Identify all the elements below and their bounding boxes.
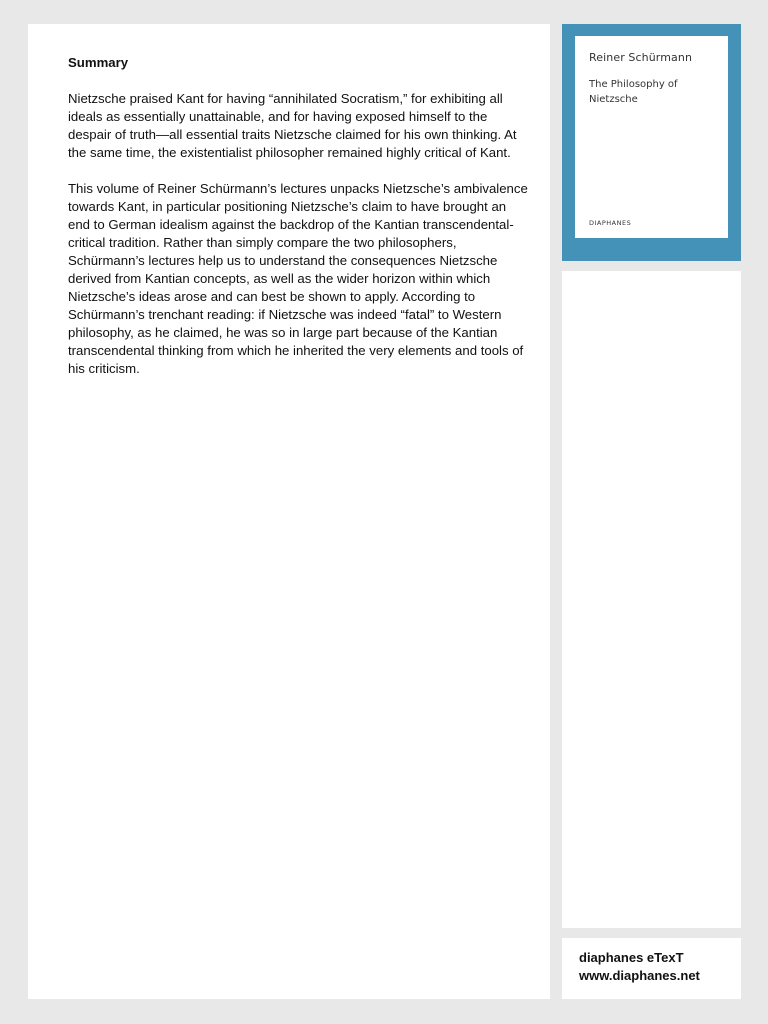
book-cover	[575, 36, 728, 238]
summary-section	[68, 54, 528, 378]
main-content-panel	[28, 24, 550, 999]
cover-title: The Philosophy of Nietzsche	[589, 79, 678, 105]
footer-panel	[562, 938, 741, 999]
book-cover-frame	[562, 24, 741, 261]
cover-author: Reiner Schürmann	[589, 51, 693, 64]
footer-text	[579, 949, 700, 985]
footer-website: www.diaphanes.net	[579, 968, 700, 983]
footer-brand: diaphanes eTexT	[579, 950, 684, 965]
summary-heading: Summary	[68, 55, 129, 70]
side-panel	[562, 271, 741, 928]
summary-paragraph-1: Nietzsche praised Kant for having “annihilated Socratism,” for exhibiting all ideals as essentially unattainable, and for having exposed himself to the despair of truth—all essential traits Nietzsche claimed for his own thinking. At the same time, the existentialist philosopher remained highly critical of Kant.	[68, 91, 517, 160]
cover-publisher: DIAPHANES	[589, 219, 632, 227]
summary-paragraph-2: This volume of Reiner Schürmann’s lectures unpacks Nietzsche’s ambivalence towards Kant, in particular positioning Nietzsche’s claim to have brought an end to German idealism against the backdrop of the Kantian transcendental-critical tradition. Rather than simply compare the two philosophers, Schürmann’s lectures help us to understand the consequences Nietzsche derived from Kantian concepts, as well as the wider horizon within which Nietzsche’s ideas arose and can best be shown to apply. According to Schürmann’s trenchant reading: if Nietzsche was indeed “fatal” to Western philosophy, as he claimed, he was so in large part because of the Kantian transcendental thinking from which he inherited the very elements and tools of his criticism.	[68, 181, 528, 376]
